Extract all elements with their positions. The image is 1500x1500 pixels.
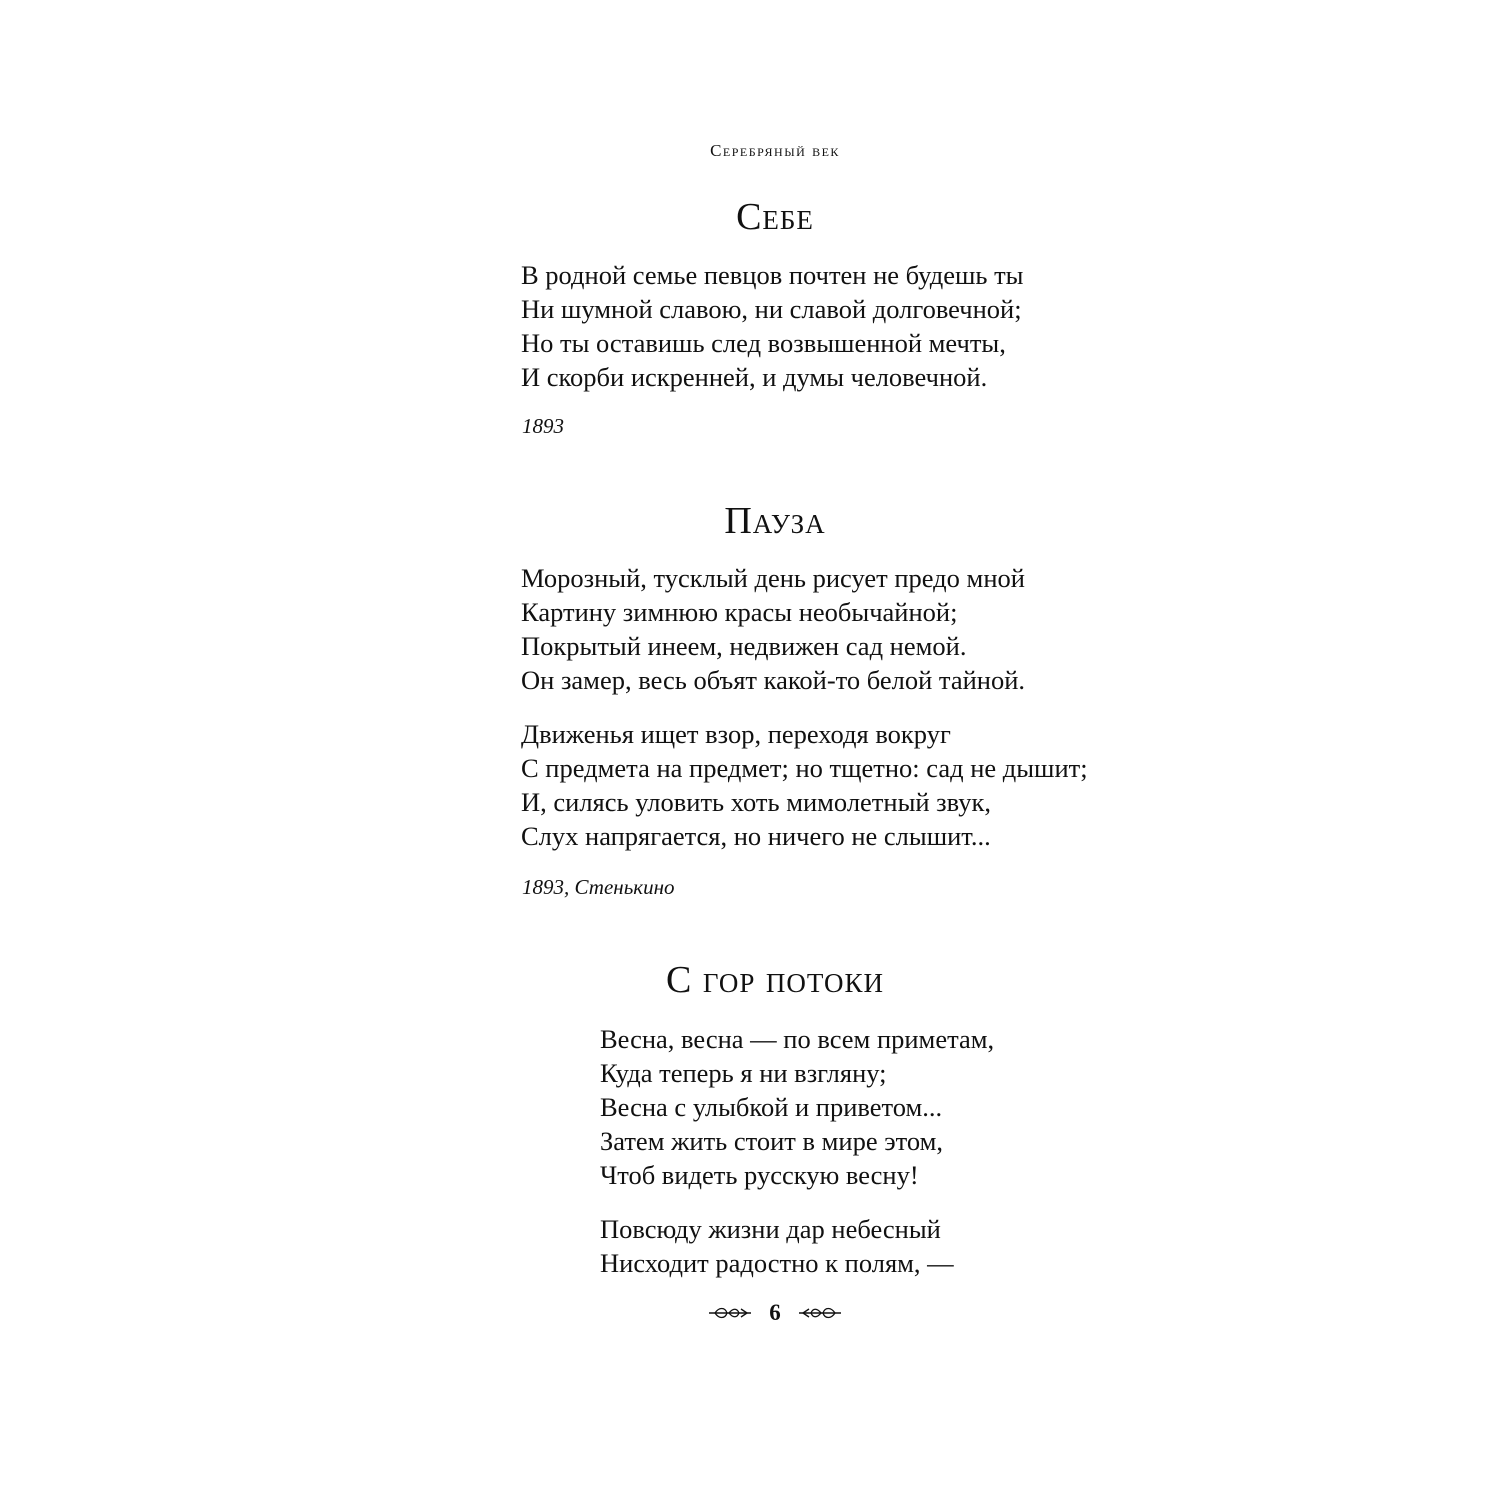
verse-line: Покрытый инеем, недвижен сад немой.	[521, 631, 967, 661]
verse-line: Куда теперь я ни взгляну;	[600, 1058, 887, 1088]
verse-line: Нисходит радостно к полям, —	[600, 1248, 954, 1278]
verse-line: И скорби искренней, и думы человечной.	[521, 362, 988, 392]
verse-line: Ни шумной славою, ни славой долговечной;	[521, 294, 1022, 324]
verse-line: Картину зимнюю красы необычайной;	[521, 597, 958, 627]
stanza	[600, 1212, 954, 1280]
poem-date: 1893, Стенькино	[522, 875, 675, 899]
verse-line: Но ты оставишь след возвышенной мечты,	[521, 328, 1006, 358]
page-folio	[700, 1297, 850, 1329]
stanza	[521, 561, 1025, 697]
stanza	[521, 258, 1023, 394]
verse-line: Чтоб видеть русскую весну!	[600, 1160, 919, 1190]
page-number: 6	[769, 1300, 781, 1325]
verse-line: Весна, весна — по всем приметам,	[600, 1024, 995, 1054]
verse-line: И, силясь уловить хоть мимолетный звук,	[521, 787, 991, 817]
verse-line: Он замер, весь объят какой-то белой тайной.	[521, 665, 1026, 695]
stanza	[521, 717, 1088, 853]
verse-line: Морозный, тусклый день рисует предо мной	[521, 563, 1025, 593]
poem-title: Пауза	[724, 500, 826, 542]
verse-line: Весна с улыбкой и приветом...	[600, 1092, 943, 1122]
verse-line: Затем жить стоит в мире этом,	[600, 1126, 943, 1156]
poem-title: С гор потоки	[666, 959, 884, 1001]
poem-date: 1893	[522, 414, 564, 438]
verse-line: Движенья ищет взор, переходя вокруг	[521, 719, 951, 749]
stanza	[600, 1022, 994, 1192]
verse-line: С предмета на предмет; но тщетно: сад не дышит;	[521, 753, 1088, 783]
verse-line: Слух напрягается, но ничего не слышит...	[521, 821, 991, 851]
running-head: Серебряный век	[710, 141, 840, 160]
fleuron-right-icon	[797, 1305, 843, 1321]
verse-line: Повсюду жизни дар небесный	[600, 1214, 941, 1244]
poem-title: Себе	[736, 196, 814, 238]
verse-line: В родной семье певцов почтен не будешь ты	[521, 260, 1024, 290]
fleuron-left-icon	[707, 1305, 753, 1321]
